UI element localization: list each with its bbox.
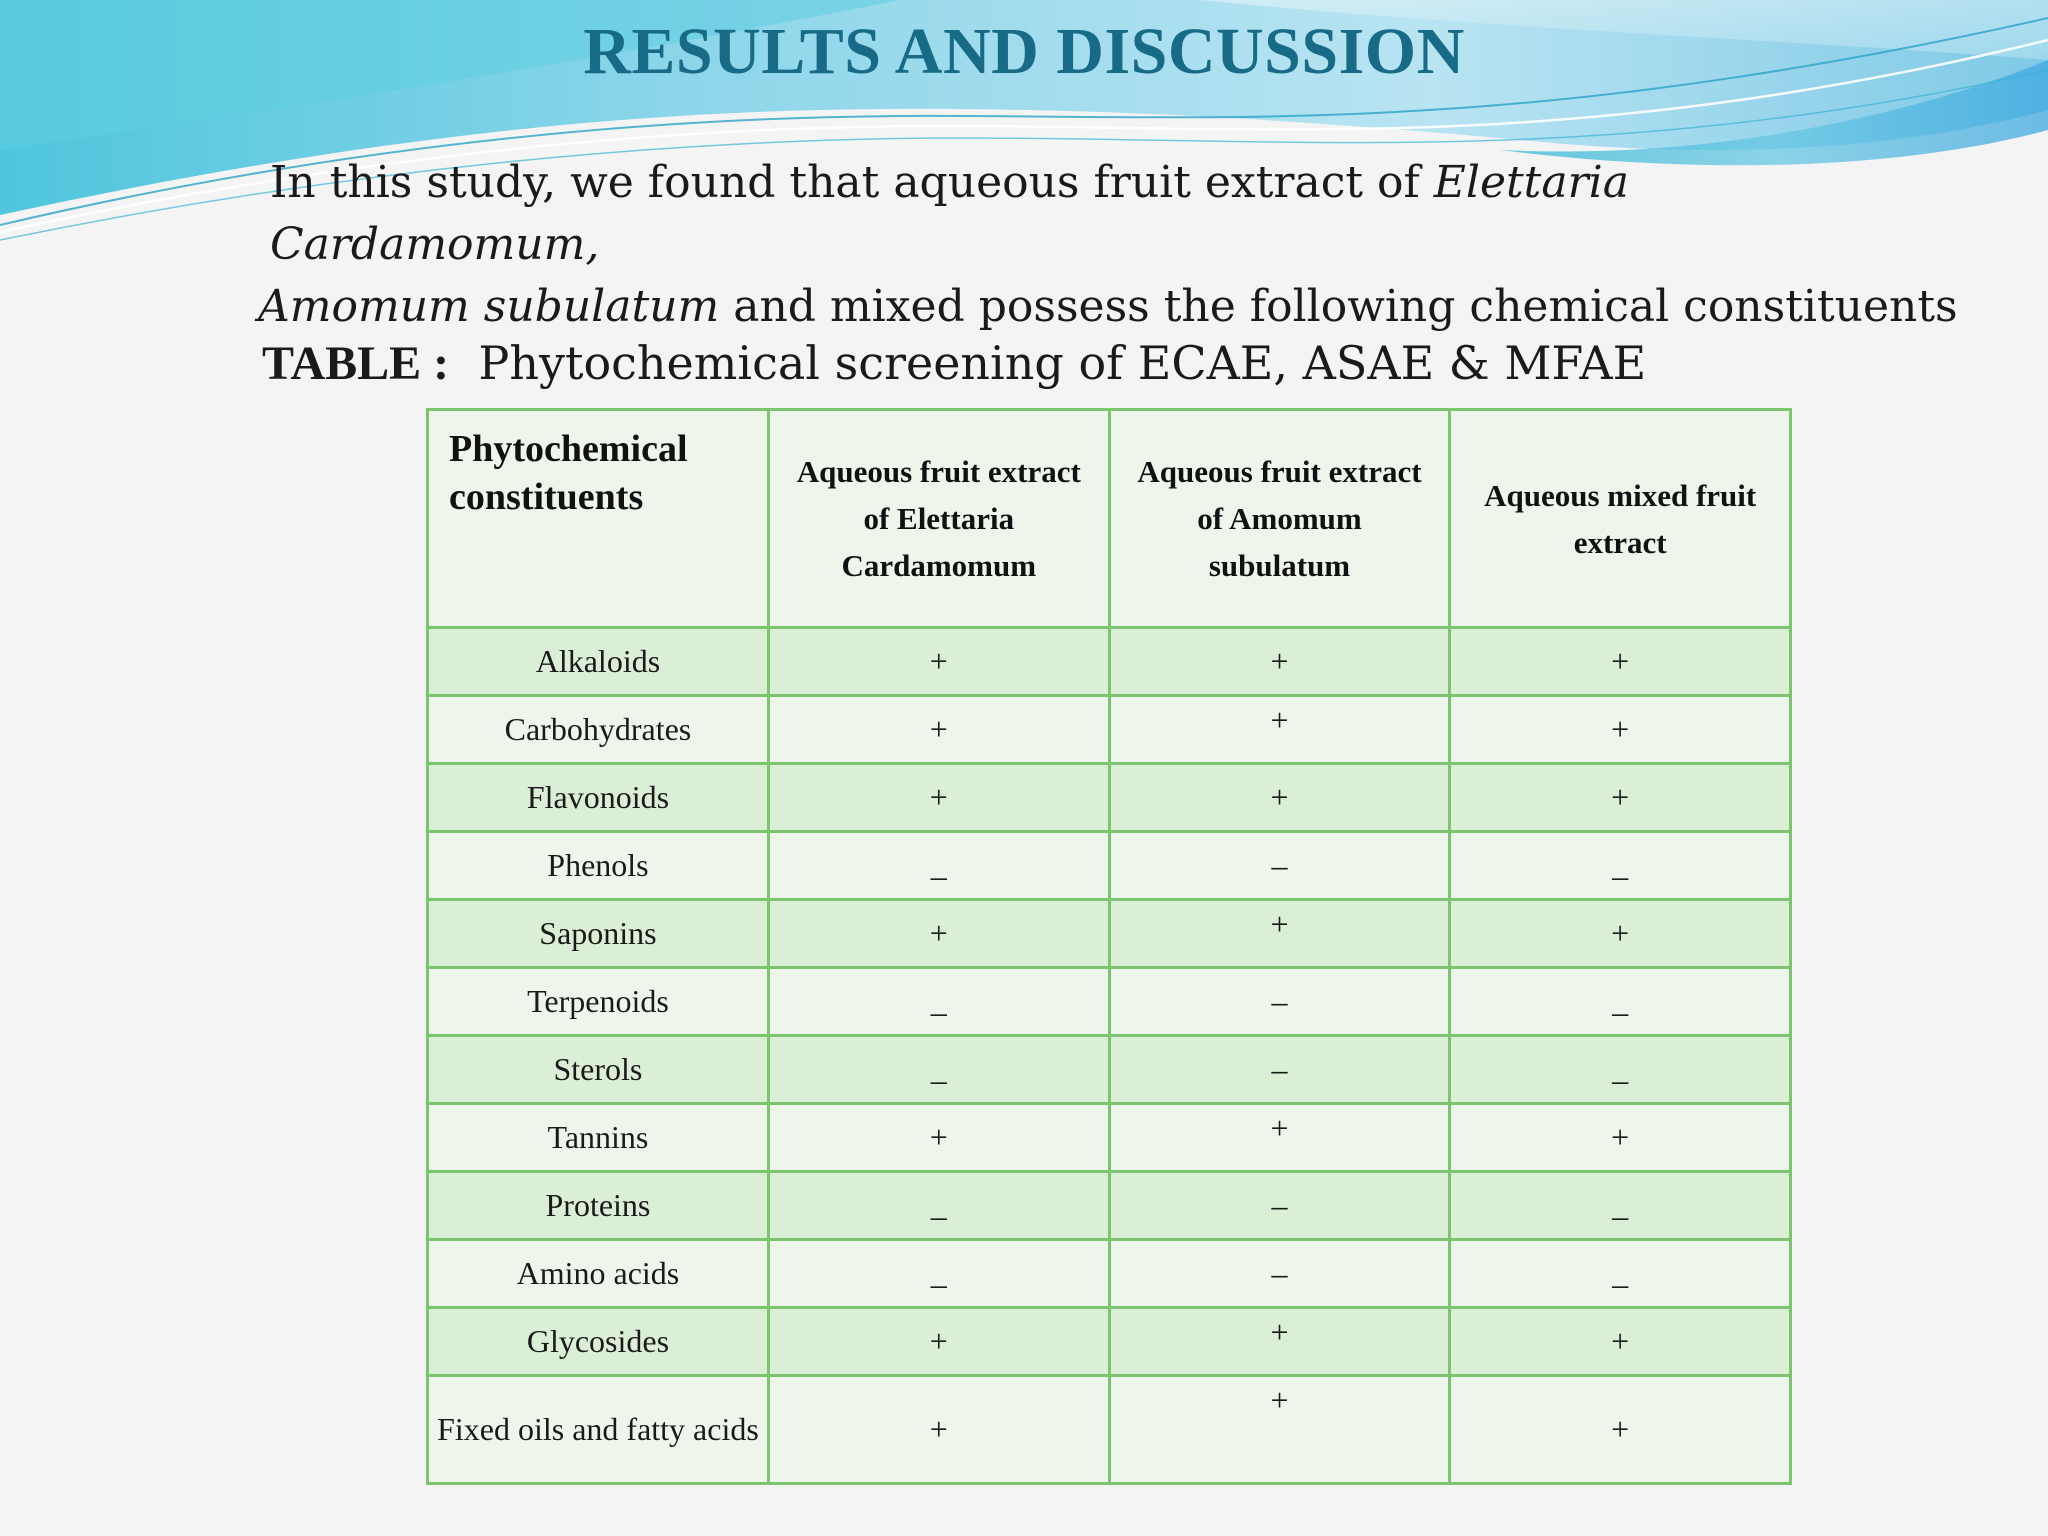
intro-paragraph (258, 152, 1958, 338)
row-name: Flavonoids (428, 764, 769, 832)
row-name: Phenols (428, 832, 769, 900)
table-row (428, 628, 1791, 696)
row-name: Glycosides (428, 1308, 769, 1376)
cell-asae: + (1109, 628, 1450, 696)
cell-ecae: + (768, 1104, 1109, 1172)
intro-text-1: In this study, we found that aqueous fruit extract of (270, 157, 1434, 208)
cell-mfae: + (1450, 628, 1791, 696)
cell-asae: + (1109, 900, 1450, 968)
cell-ecae: + (768, 628, 1109, 696)
table-row (428, 1240, 1791, 1308)
intro-species-1: Elettaria Cardamomum, (270, 157, 1629, 270)
cell-ecae: + (768, 696, 1109, 764)
table-row (428, 1308, 1791, 1376)
header-constituents: Phytochemical constituents (428, 410, 769, 628)
cell-asae: + (1109, 764, 1450, 832)
table-row (428, 832, 1791, 900)
cell-ecae: + (768, 1308, 1109, 1376)
row-name: Tannins (428, 1104, 769, 1172)
cell-mfae: + (1450, 764, 1791, 832)
cell-ecae: _ (768, 968, 1109, 1036)
header-asae: Aqueous fruit extract of Amomum subulatum (1109, 410, 1450, 628)
cell-ecae: _ (768, 1172, 1109, 1240)
table-row (428, 696, 1791, 764)
table-row (428, 1376, 1791, 1484)
cell-ecae: _ (768, 1036, 1109, 1104)
cell-ecae: _ (768, 1240, 1109, 1308)
cell-asae: + (1109, 1376, 1450, 1484)
row-name: Terpenoids (428, 968, 769, 1036)
table-caption-text: Phytochemical screening of ECAE, ASAE & MFAE (478, 336, 1647, 390)
table-row (428, 1172, 1791, 1240)
table-row (428, 764, 1791, 832)
cell-mfae: + (1450, 696, 1791, 764)
table-caption (262, 336, 1646, 391)
cell-asae: – (1109, 1036, 1450, 1104)
cell-asae: + (1109, 696, 1450, 764)
intro-line-2 (258, 276, 1958, 338)
cell-ecae: _ (768, 832, 1109, 900)
table-row (428, 968, 1791, 1036)
cell-mfae: _ (1450, 1172, 1791, 1240)
cell-mfae: + (1450, 900, 1791, 968)
cell-asae: + (1109, 1308, 1450, 1376)
intro-species-2: Amomum subulatum (258, 281, 720, 332)
cell-asae: – (1109, 968, 1450, 1036)
intro-text-2: and mixed possess the following chemical constituents (719, 281, 1958, 332)
row-name: Fixed oils and fatty acids (428, 1376, 769, 1484)
row-name: Amino acids (428, 1240, 769, 1308)
cell-mfae: _ (1450, 1240, 1791, 1308)
header-mfae: Aqueous mixed fruit extract (1450, 410, 1791, 628)
cell-asae: – (1109, 1240, 1450, 1308)
row-name: Alkaloids (428, 628, 769, 696)
row-name: Proteins (428, 1172, 769, 1240)
table-row (428, 900, 1791, 968)
table-row (428, 1104, 1791, 1172)
cell-ecae: + (768, 900, 1109, 968)
cell-mfae: + (1450, 1308, 1791, 1376)
cell-asae: + (1109, 1104, 1450, 1172)
cell-asae: – (1109, 832, 1450, 900)
header-ecae: Aqueous fruit extract of Elettaria Cardamomum (768, 410, 1109, 628)
row-name: Sterols (428, 1036, 769, 1104)
intro-line-1 (258, 152, 1958, 276)
row-name: Carbohydrates (428, 696, 769, 764)
table-caption-label: TABLE : (262, 337, 450, 390)
table-header-row (428, 410, 1791, 628)
cell-mfae: + (1450, 1376, 1791, 1484)
phytochemical-table (426, 408, 1792, 1485)
cell-asae: – (1109, 1172, 1450, 1240)
cell-mfae: _ (1450, 832, 1791, 900)
table-row (428, 1036, 1791, 1104)
slide-title: RESULTS AND DISCUSSION (583, 15, 1465, 88)
cell-ecae: + (768, 1376, 1109, 1484)
cell-mfae: _ (1450, 968, 1791, 1036)
cell-mfae: _ (1450, 1036, 1791, 1104)
cell-mfae: + (1450, 1104, 1791, 1172)
cell-ecae: + (768, 764, 1109, 832)
row-name: Saponins (428, 900, 769, 968)
